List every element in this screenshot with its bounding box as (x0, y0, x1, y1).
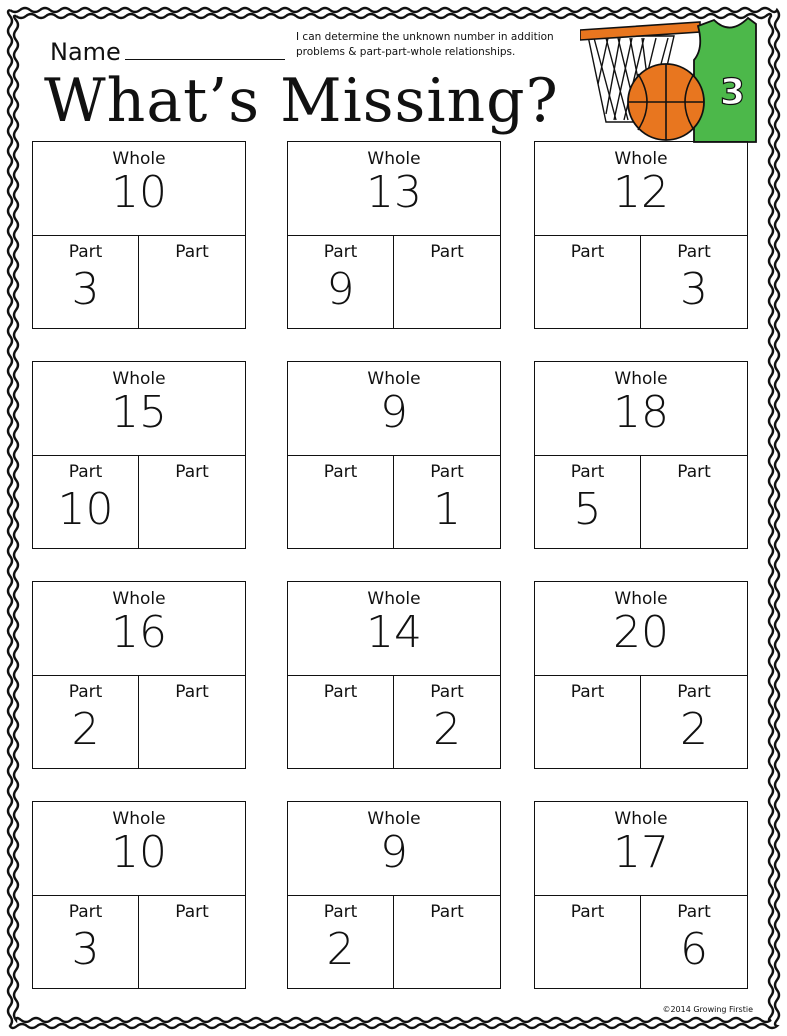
part-box-left[interactable] (288, 896, 394, 988)
part-box-right[interactable] (394, 676, 500, 768)
learning-objective: I can determine the unknown number in addition problems & part-part-whole relationships. (296, 31, 554, 58)
part-label: Part (430, 462, 464, 482)
part-part-whole-card (32, 581, 246, 769)
page-title: What’s Missing? (44, 66, 559, 136)
part-label: Part (175, 242, 209, 262)
whole-box (535, 362, 747, 456)
part-part-whole-card (287, 801, 501, 989)
part-label: Part (323, 902, 358, 922)
part-box-left[interactable] (535, 456, 641, 548)
whole-box (33, 582, 245, 676)
part-box-right[interactable] (394, 896, 500, 988)
whole-box (288, 362, 500, 456)
part-part-whole-card (32, 801, 246, 989)
part-part-whole-card (534, 801, 748, 989)
whole-value: 13 (366, 167, 422, 218)
part-box-left[interactable] (535, 236, 641, 328)
part-value: 2 (71, 704, 100, 755)
jersey-icon (694, 18, 756, 142)
part-box-left[interactable] (33, 896, 139, 988)
part-box-left[interactable] (288, 236, 394, 328)
part-box-right[interactable] (139, 456, 245, 548)
whole-label: Whole (367, 369, 421, 389)
part-box-right[interactable] (139, 236, 245, 328)
part-label: Part (430, 902, 464, 922)
whole-box (288, 142, 500, 236)
whole-value: 10 (111, 167, 167, 218)
whole-label: Whole (367, 589, 421, 609)
jersey-number: 3 (720, 72, 746, 113)
part-box-right[interactable] (641, 896, 747, 988)
part-box-left[interactable] (33, 456, 139, 548)
part-part-whole-card (534, 581, 748, 769)
whole-label: Whole (367, 149, 421, 169)
basketball-icon (628, 64, 704, 140)
part-label: Part (175, 682, 209, 702)
part-value: 1 (433, 484, 461, 535)
whole-label: Whole (112, 589, 166, 609)
part-box-left[interactable] (535, 676, 641, 768)
part-value: 9 (326, 264, 355, 315)
part-value: 10 (57, 484, 114, 535)
copyright-notice: ©2014 Growing Firstie (662, 1005, 753, 1014)
whole-value: 10 (111, 827, 167, 878)
part-box-left[interactable] (33, 676, 139, 768)
part-box-right[interactable] (139, 896, 245, 988)
part-label: Part (677, 682, 711, 702)
part-label: Part (323, 682, 358, 702)
part-label: Part (175, 902, 209, 922)
part-part-whole-card (32, 141, 246, 329)
part-value: 6 (680, 924, 708, 975)
whole-value: 15 (111, 387, 167, 438)
part-box-left[interactable] (288, 456, 394, 548)
whole-label: Whole (112, 149, 166, 169)
part-label: Part (570, 462, 605, 482)
part-box-left[interactable] (535, 896, 641, 988)
whole-value: 9 (380, 387, 408, 438)
whole-box (535, 582, 747, 676)
part-part-whole-card (287, 361, 501, 549)
whole-box (535, 142, 747, 236)
part-label: Part (323, 242, 358, 262)
whole-box (288, 582, 500, 676)
part-value: 3 (71, 924, 100, 975)
part-label: Part (677, 902, 711, 922)
part-part-whole-card (32, 361, 246, 549)
part-label: Part (570, 682, 605, 702)
part-box-left[interactable] (33, 236, 139, 328)
part-part-whole-card (287, 141, 501, 329)
name-field[interactable] (50, 38, 285, 66)
whole-box (33, 142, 245, 236)
whole-label: Whole (112, 369, 166, 389)
part-label: Part (323, 462, 358, 482)
part-label: Part (68, 682, 103, 702)
part-label: Part (68, 902, 103, 922)
whole-value: 14 (366, 607, 422, 658)
part-box-right[interactable] (394, 456, 500, 548)
part-box-right[interactable] (394, 236, 500, 328)
part-value: 3 (680, 264, 708, 315)
part-label: Part (430, 242, 464, 262)
part-value: 5 (573, 484, 602, 535)
basketball-hoop-illustration (580, 14, 760, 146)
part-label: Part (68, 462, 103, 482)
part-value: 2 (433, 704, 461, 755)
part-label: Part (677, 462, 711, 482)
whole-label: Whole (614, 589, 668, 609)
part-label: Part (677, 242, 711, 262)
part-box-right[interactable] (641, 456, 747, 548)
part-value: 2 (326, 924, 355, 975)
part-box-left[interactable] (288, 676, 394, 768)
whole-label: Whole (614, 809, 668, 829)
part-box-right[interactable] (641, 676, 747, 768)
whole-label: Whole (614, 149, 668, 169)
part-label: Part (430, 682, 464, 702)
whole-value: 16 (111, 607, 167, 658)
part-box-right[interactable] (641, 236, 747, 328)
whole-label: Whole (112, 809, 166, 829)
part-part-whole-card (534, 361, 748, 549)
part-part-whole-card (534, 141, 748, 329)
whole-box (535, 802, 747, 896)
whole-value: 17 (613, 827, 669, 878)
whole-box (288, 802, 500, 896)
part-label: Part (570, 242, 605, 262)
whole-value: 20 (613, 607, 669, 658)
part-part-whole-card (287, 581, 501, 769)
name-label: Name (50, 38, 121, 66)
whole-value: 12 (613, 167, 669, 218)
whole-label: Whole (614, 369, 668, 389)
part-value: 3 (71, 264, 100, 315)
part-label: Part (175, 462, 209, 482)
whole-box (33, 802, 245, 896)
whole-value: 9 (380, 827, 408, 878)
part-box-right[interactable] (139, 676, 245, 768)
part-label: Part (570, 902, 605, 922)
name-line[interactable] (125, 41, 285, 60)
part-value: 2 (680, 704, 708, 755)
whole-value: 18 (613, 387, 669, 438)
whole-box (33, 362, 245, 456)
part-label: Part (68, 242, 103, 262)
whole-label: Whole (367, 809, 421, 829)
